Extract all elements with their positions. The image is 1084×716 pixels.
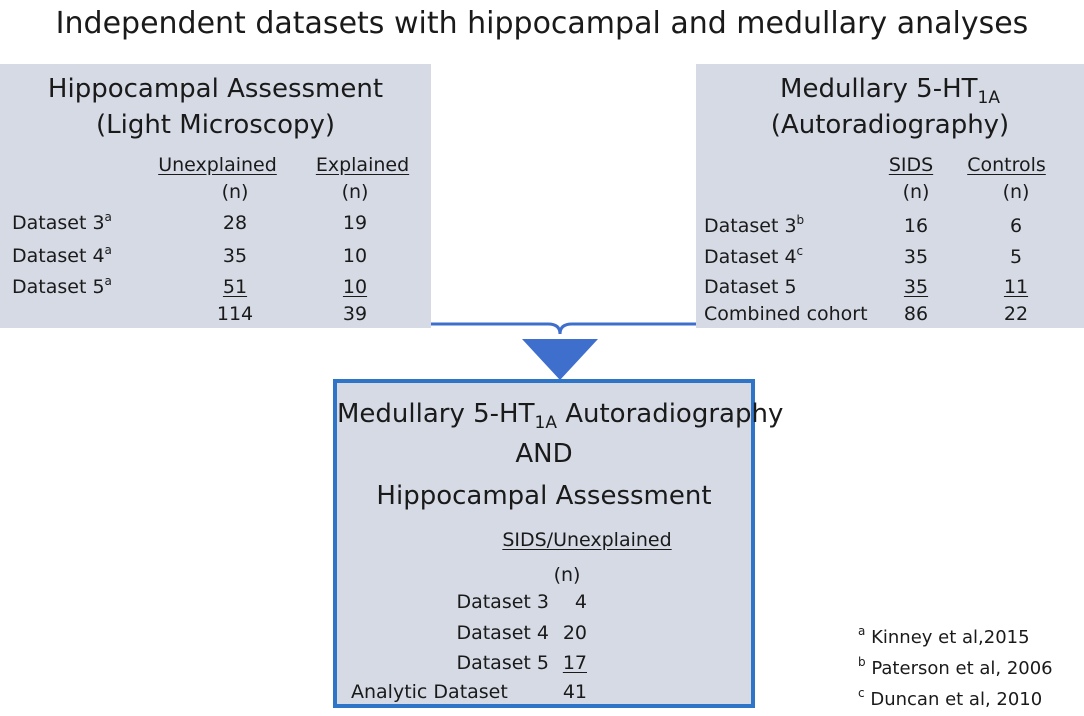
value-cell: 4	[574, 591, 587, 613]
row-label: Analytic Dataset	[351, 681, 508, 703]
col-header-explained: Explained	[315, 154, 410, 176]
col-header-sids: SIDS	[888, 154, 934, 176]
hippocampal-title-line1: Hippocampal Assessment	[47, 74, 384, 104]
value-cell: 51	[222, 276, 248, 298]
value-cell: 28	[222, 212, 248, 234]
total-cell: 114	[216, 303, 254, 325]
value-cell: 35	[903, 246, 929, 268]
total-cell: 39	[342, 303, 368, 325]
row-label: Dataset 5	[704, 276, 797, 298]
row-label: Dataset 3	[456, 591, 549, 613]
value-cell: 35	[903, 276, 929, 298]
total-cell: 86	[903, 303, 929, 325]
row-label: Dataset 5$^a$	[12, 274, 112, 298]
medullary-box	[696, 64, 1084, 328]
medullary-title-line2: (Autoradiography)	[770, 110, 1010, 140]
value-cell: 10	[342, 276, 368, 298]
total-cell: 41	[562, 681, 587, 703]
combined-analysis-box	[333, 379, 784, 708]
n-label: (n)	[902, 181, 930, 203]
col-header-unexplained: Unexplained	[158, 154, 277, 176]
reference-item: $^b$ Paterson et al, 2006	[858, 655, 1053, 679]
n-label: (n)	[553, 564, 581, 586]
n-label: (n)	[1002, 181, 1030, 203]
combined-title-line2: AND	[515, 439, 573, 469]
row-label: Combined cohort	[704, 303, 868, 325]
value-cell: 16	[903, 215, 929, 237]
col-header-controls: Controls	[967, 154, 1046, 176]
value-cell: 10	[342, 245, 368, 267]
reference-item: $^c$ Duncan et al, 2010	[858, 686, 1043, 710]
n-label: (n)	[221, 181, 249, 203]
arrow-head	[522, 339, 598, 380]
value-cell: 11	[1003, 276, 1029, 298]
row-label: Dataset 3$^b$	[704, 213, 805, 237]
row-label: Dataset 4	[456, 622, 549, 644]
value-cell: 35	[222, 245, 248, 267]
value-cell: 19	[342, 212, 368, 234]
total-cell: 22	[1003, 303, 1029, 325]
value-cell: 20	[562, 622, 587, 644]
combined-title-line1: Medullary $5-HT_{1A}$ Autoradiography	[337, 399, 784, 433]
value-cell: 17	[562, 652, 587, 674]
row-label: Dataset 4$^a$	[12, 243, 112, 267]
row-label: Dataset 5	[456, 652, 549, 674]
medullary-title-line1: Medullary $5-HT_{1A}$	[780, 74, 1000, 108]
value-cell: 5	[1009, 246, 1023, 268]
combined-title-line3: Hippocampal Assessment	[376, 481, 712, 511]
figure-title: Independent datasets with hippocampal and medullary analyses	[55, 6, 1029, 41]
col-header-sids-unexplained: SIDS/Unexplained	[502, 529, 672, 551]
value-cell: 6	[1009, 215, 1023, 237]
hippocampal-assessment-box	[0, 64, 431, 328]
reference-item: $^a$ Kinney et al,2015	[858, 624, 1030, 648]
row-label: Dataset 4$^c$	[704, 244, 804, 268]
n-label: (n)	[341, 181, 369, 203]
hippocampal-title-line2: (Light Microscopy)	[95, 110, 336, 140]
row-label: Dataset 3$^a$	[12, 210, 112, 234]
connector-line	[431, 324, 696, 334]
